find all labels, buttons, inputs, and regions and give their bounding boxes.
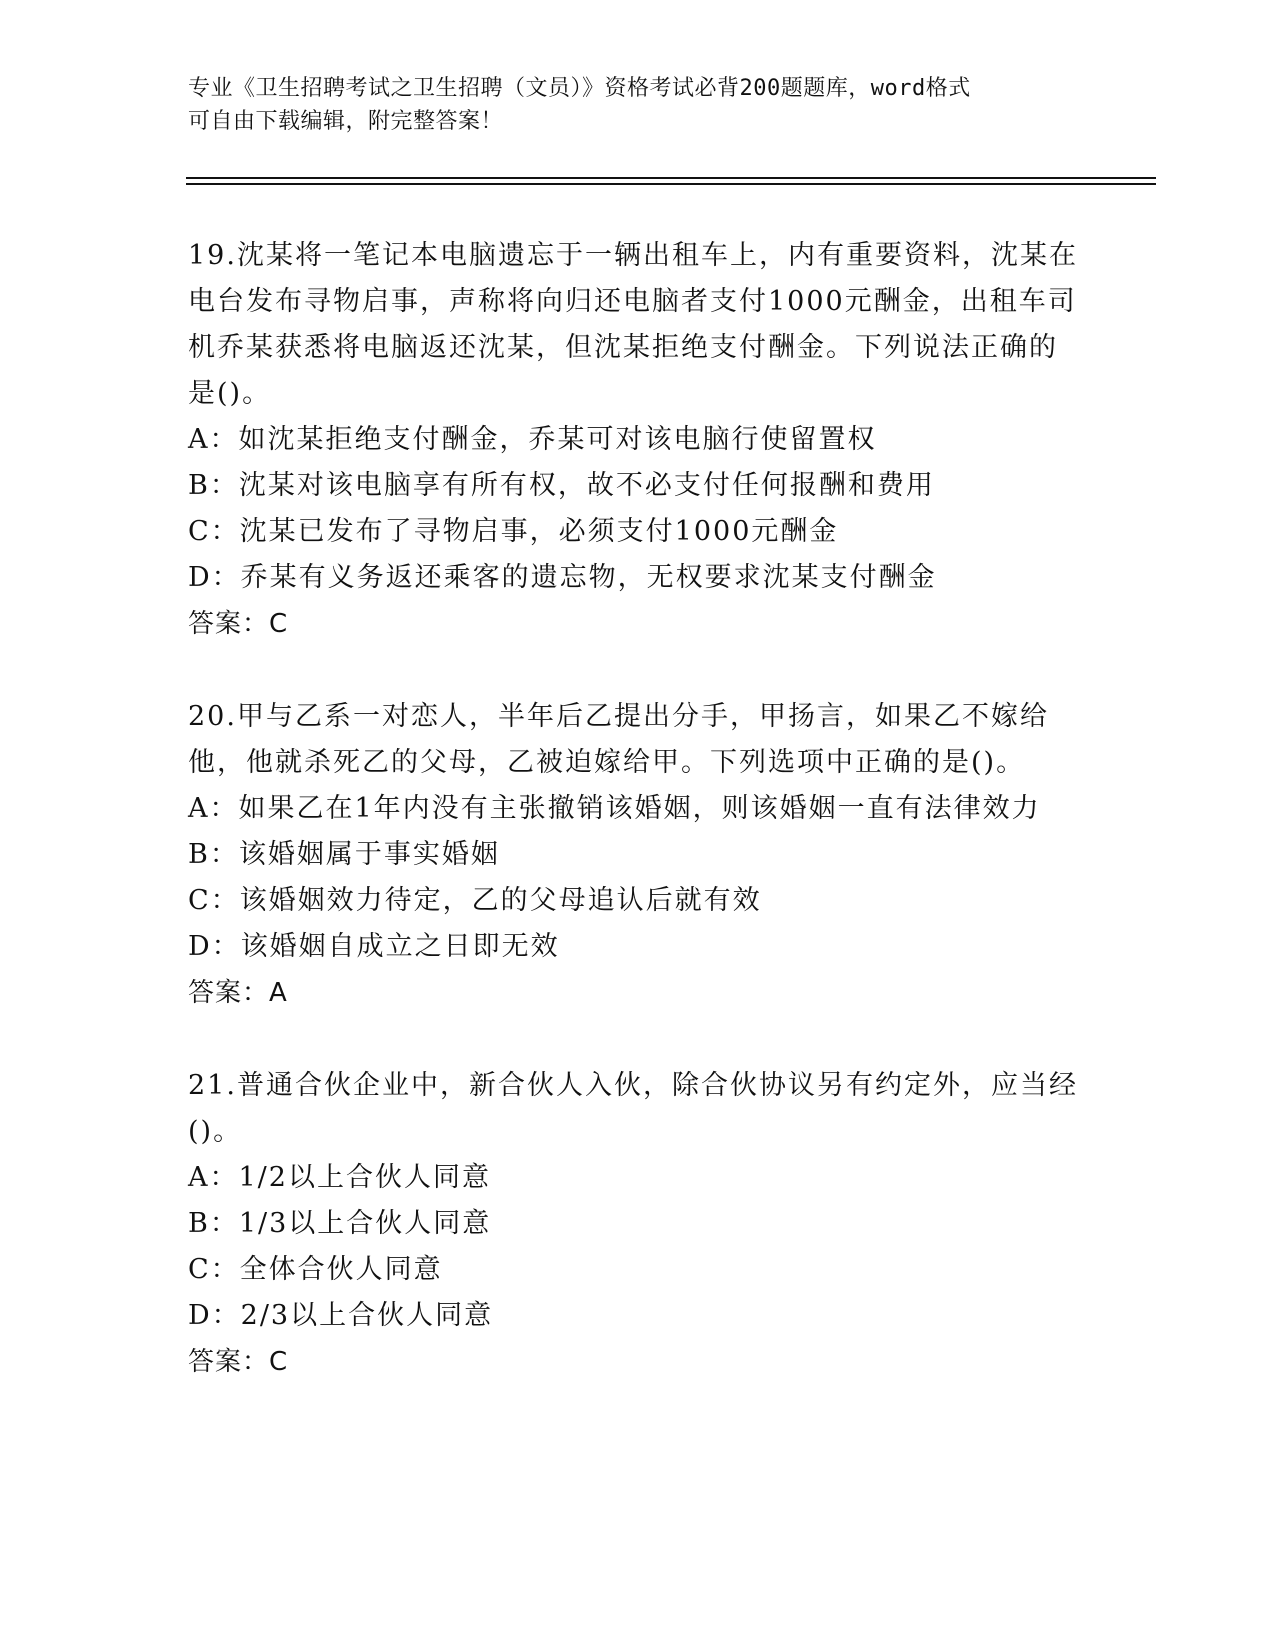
option-d: D：该婚姻自成立之日即无效 <box>188 931 560 962</box>
question-stem: 19.沈某将一笔记本电脑遗忘于一辆出租车上，内有重要资料，沈某在电台发布寻物启事，声称将向归还电脑者支付1000元酬金，出租车司机乔某获悉将电脑返还沈某，但沈某拒绝支付酬金。下列说法正确的是()。 <box>188 240 1078 409</box>
option-a: A：1/2以上合伙人同意 <box>188 1162 491 1193</box>
question-stem: 21.普通合伙企业中，新合伙人入伙，除合伙协议另有约定外，应当经()。 <box>188 1070 1078 1147</box>
header-line-2: 可自由下载编辑，附完整答案！ <box>188 109 504 134</box>
option-b: B：沈某对该电脑享有所有权，故不必支付任何报酬和费用 <box>188 470 935 501</box>
option-b: B：1/3以上合伙人同意 <box>188 1208 492 1239</box>
option-c: C：沈某已发布了寻物启事，必须支付1000元酬金 <box>188 516 839 547</box>
answer: 答案：C <box>188 1347 289 1377</box>
option-c: C：该婚姻效力待定，乙的父母追认后就有效 <box>188 885 762 916</box>
option-a: A：如果乙在1年内没有主张撤销该婚姻，则该婚姻一直有法律效力 <box>188 793 1041 824</box>
header-line-1: 专业《卫生招聘考试之卫生招聘（文员）》资格考试必背200题题库，word格式 <box>188 76 971 101</box>
option-c: C：全体合伙人同意 <box>188 1254 443 1285</box>
answer: 答案：C <box>188 609 289 639</box>
option-d: D：2/3以上合伙人同意 <box>188 1300 494 1331</box>
question-21 <box>188 1063 1078 1385</box>
header-divider-bottom <box>186 183 1156 185</box>
question-stem: 20.甲与乙系一对恋人，半年后乙提出分手，甲扬言，如果乙不嫁给他，他就杀死乙的父母，乙被迫嫁给甲。下列选项中正确的是()。 <box>188 701 1049 778</box>
option-b: B：该婚姻属于事实婚姻 <box>188 839 500 870</box>
option-a: A：如沈某拒绝支付酬金，乔某可对该电脑行使留置权 <box>188 424 877 455</box>
option-d: D：乔某有义务返还乘客的遗忘物，无权要求沈某支付酬金 <box>188 562 937 593</box>
document-header <box>188 72 1088 138</box>
answer: 答案：A <box>188 978 288 1008</box>
header-divider-top <box>186 177 1156 179</box>
question-20 <box>188 694 1078 1016</box>
question-19 <box>188 233 1078 647</box>
